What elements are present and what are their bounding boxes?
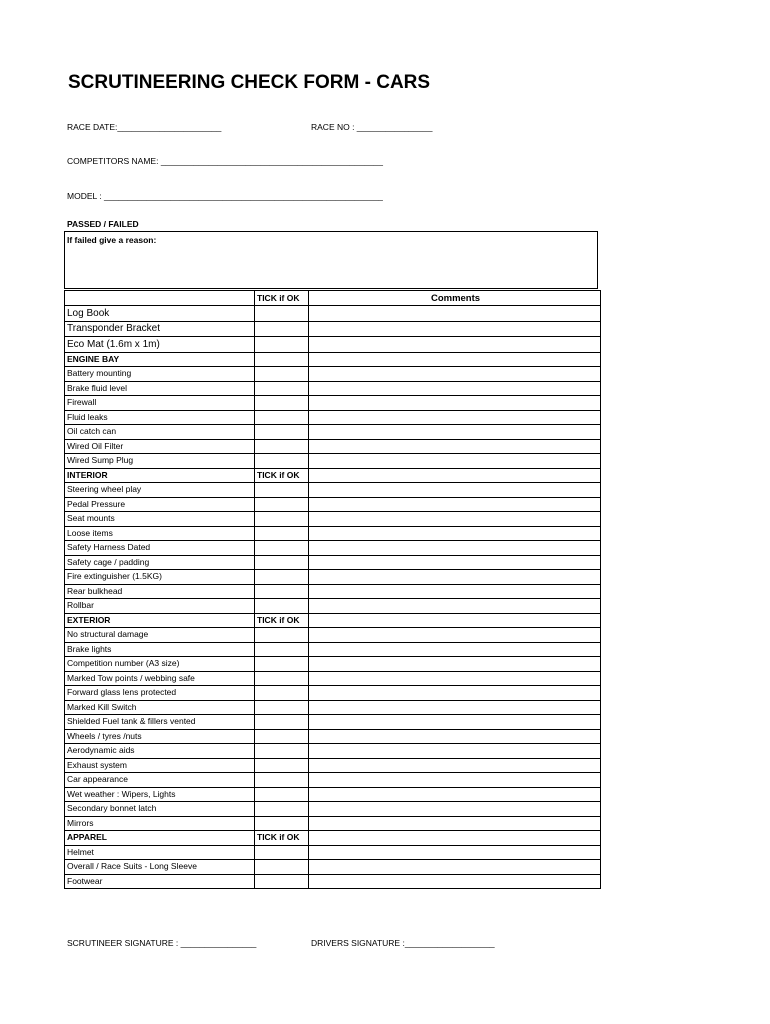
comments-header: Comments [309, 291, 601, 306]
checklist-item-label: Exhaust system [65, 758, 255, 773]
table-row [65, 555, 601, 570]
checklist-item-label: Forward glass lens protected [65, 686, 255, 701]
table-row [65, 744, 601, 759]
section-heading: INTERIOR [65, 468, 255, 483]
scrutineer-signature-field[interactable]: SCRUTINEER SIGNATURE : ________________ [67, 938, 257, 948]
passed-failed-label: PASSED / FAILED [67, 219, 139, 229]
model-field[interactable]: MODEL : ___________________________________________________________ [67, 191, 383, 201]
tick-cell[interactable] [255, 657, 309, 672]
table-row [65, 758, 601, 773]
section-tick-header: TICK if OK [255, 468, 309, 483]
tick-cell[interactable] [255, 686, 309, 701]
tick-cell[interactable] [255, 526, 309, 541]
tick-cell[interactable] [255, 352, 309, 367]
checklist-item-label: Battery mounting [65, 367, 255, 382]
checklist-item-label: Fire extinguisher (1.5KG) [65, 570, 255, 585]
comments-cell[interactable] [309, 671, 601, 686]
table-row [65, 642, 601, 657]
comments-cell[interactable] [309, 584, 601, 599]
table-row [65, 337, 601, 353]
checklist-item-label: Brake lights [65, 642, 255, 657]
comments-cell[interactable] [309, 497, 601, 512]
tick-cell[interactable] [255, 541, 309, 556]
tick-cell[interactable] [255, 337, 309, 353]
checklist-item-label: Brake fluid level [65, 381, 255, 396]
section-tick-header: TICK if OK [255, 831, 309, 846]
section-tick-header: TICK if OK [255, 613, 309, 628]
checklist-item-label: Pedal Pressure [65, 497, 255, 512]
checklist-item-label: Safety Harness Dated [65, 541, 255, 556]
checklist-item-label: Footwear [65, 874, 255, 889]
comments-cell[interactable] [309, 802, 601, 817]
checklist-item-label: Wired Sump Plug [65, 454, 255, 469]
tick-cell[interactable] [255, 845, 309, 860]
comments-cell[interactable] [309, 816, 601, 831]
tick-cell[interactable] [255, 454, 309, 469]
checklist-item-label: Wet weather : Wipers, Lights [65, 787, 255, 802]
comments-cell[interactable] [309, 454, 601, 469]
driver-signature-field[interactable]: DRIVERS SIGNATURE :___________________ [311, 938, 495, 948]
race-number-field[interactable]: RACE NO : ________________ [311, 122, 433, 132]
comments-cell[interactable] [309, 468, 601, 483]
table-row [65, 599, 601, 614]
checklist-item-label: Marked Kill Switch [65, 700, 255, 715]
section-heading: EXTERIOR [65, 613, 255, 628]
section-heading: APPAREL [65, 831, 255, 846]
tick-cell[interactable] [255, 483, 309, 498]
header-item-cell [65, 291, 255, 306]
table-row [65, 729, 601, 744]
checklist-item-label: Fluid leaks [65, 410, 255, 425]
checklist-item-label: Safety cage / padding [65, 555, 255, 570]
comments-cell[interactable] [309, 874, 601, 889]
checklist-item-label: Competition number (A3 size) [65, 657, 255, 672]
tick-cell[interactable] [255, 497, 309, 512]
form-title: SCRUTINEERING CHECK FORM - CARS [68, 72, 431, 93]
tick-cell[interactable] [255, 744, 309, 759]
comments-cell[interactable] [309, 439, 601, 454]
checklist-item-label: Oil catch can [65, 425, 255, 440]
comments-cell[interactable] [309, 773, 601, 788]
table-row [65, 686, 601, 701]
tick-cell[interactable] [255, 570, 309, 585]
table-row [65, 787, 601, 802]
table-row [65, 526, 601, 541]
tick-cell[interactable] [255, 425, 309, 440]
checklist-item-label: Log Book [65, 306, 255, 322]
comments-cell[interactable] [309, 686, 601, 701]
table-row [65, 541, 601, 556]
table-row [65, 381, 601, 396]
comments-cell[interactable] [309, 512, 601, 527]
checklist-item-label: Car appearance [65, 773, 255, 788]
checklist-item-label: Steering wheel play [65, 483, 255, 498]
section-header-row [65, 468, 601, 483]
table-row [65, 860, 601, 875]
comments-cell[interactable] [309, 541, 601, 556]
comments-cell[interactable] [309, 744, 601, 759]
table-row [65, 570, 601, 585]
checklist-item-label: No structural damage [65, 628, 255, 643]
table-row [65, 497, 601, 512]
checklist-item-label: Wheels / tyres /nuts [65, 729, 255, 744]
competitors-name-field[interactable]: COMPETITORS NAME: _______________________________________________ [67, 156, 384, 166]
comments-cell[interactable] [309, 526, 601, 541]
comments-cell[interactable] [309, 381, 601, 396]
checklist-item-label: Rollbar [65, 599, 255, 614]
checklist-item-label: Marked Tow points / webbing safe [65, 671, 255, 686]
comments-cell[interactable] [309, 306, 601, 322]
table-row [65, 715, 601, 730]
table-row [65, 425, 601, 440]
comments-cell[interactable] [309, 321, 601, 337]
comments-cell[interactable] [309, 642, 601, 657]
comments-cell[interactable] [309, 367, 601, 382]
comments-cell[interactable] [309, 845, 601, 860]
table-row [65, 816, 601, 831]
tick-cell[interactable] [255, 715, 309, 730]
comments-cell[interactable] [309, 555, 601, 570]
comments-cell[interactable] [309, 657, 601, 672]
tick-cell[interactable] [255, 700, 309, 715]
comments-cell[interactable] [309, 337, 601, 353]
failure-reason-label: If failed give a reason: [67, 235, 157, 245]
checklist-item-label: Transponder Bracket [65, 321, 255, 337]
tick-cell[interactable] [255, 512, 309, 527]
section-heading: ENGINE BAY [65, 352, 255, 367]
checklist-item-label: Firewall [65, 396, 255, 411]
checklist-item-label: Eco Mat (1.6m x 1m) [65, 337, 255, 353]
comments-cell[interactable] [309, 483, 601, 498]
table-row [65, 584, 601, 599]
table-row [65, 773, 601, 788]
table-row [65, 483, 601, 498]
checklist-table [64, 290, 601, 889]
tick-cell[interactable] [255, 584, 309, 599]
tick-cell[interactable] [255, 642, 309, 657]
table-row [65, 671, 601, 686]
tick-cell[interactable] [255, 860, 309, 875]
tick-cell[interactable] [255, 410, 309, 425]
section-header-row [65, 613, 601, 628]
section-header-row [65, 831, 601, 846]
table-row [65, 439, 601, 454]
tick-cell[interactable] [255, 729, 309, 744]
comments-cell[interactable] [309, 729, 601, 744]
tick-cell[interactable] [255, 874, 309, 889]
comments-cell[interactable] [309, 352, 601, 367]
comments-cell[interactable] [309, 787, 601, 802]
checklist-item-label: Seat mounts [65, 512, 255, 527]
table-row [65, 454, 601, 469]
tick-cell[interactable] [255, 321, 309, 337]
checklist-item-label: Mirrors [65, 816, 255, 831]
table-row [65, 367, 601, 382]
table-row [65, 306, 601, 322]
tick-cell[interactable] [255, 816, 309, 831]
checklist-item-label: Aerodynamic aids [65, 744, 255, 759]
tick-cell[interactable] [255, 773, 309, 788]
race-date-field[interactable]: RACE DATE:______________________ [67, 122, 222, 132]
checklist-item-label: Rear bulkhead [65, 584, 255, 599]
tick-cell[interactable] [255, 787, 309, 802]
tick-cell[interactable] [255, 671, 309, 686]
comments-cell[interactable] [309, 396, 601, 411]
tick-cell[interactable] [255, 381, 309, 396]
comments-cell[interactable] [309, 599, 601, 614]
checklist-item-label: Overall / Race Suits - Long Sleeve [65, 860, 255, 875]
comments-cell[interactable] [309, 758, 601, 773]
failure-reason-box[interactable] [64, 231, 598, 289]
table-row [65, 845, 601, 860]
table-row [65, 874, 601, 889]
comments-cell[interactable] [309, 831, 601, 846]
table-row [65, 802, 601, 817]
tick-cell[interactable] [255, 555, 309, 570]
comments-cell[interactable] [309, 628, 601, 643]
checklist-item-label: Loose items [65, 526, 255, 541]
table-row [65, 700, 601, 715]
comments-cell[interactable] [309, 715, 601, 730]
table-row [65, 396, 601, 411]
tick-header: TICK if OK [255, 291, 309, 306]
tick-cell[interactable] [255, 439, 309, 454]
table-row [65, 321, 601, 337]
tick-cell[interactable] [255, 628, 309, 643]
checklist-item-label: Helmet [65, 845, 255, 860]
tick-cell[interactable] [255, 367, 309, 382]
tick-cell[interactable] [255, 802, 309, 817]
comments-cell[interactable] [309, 613, 601, 628]
comments-cell[interactable] [309, 700, 601, 715]
tick-cell[interactable] [255, 396, 309, 411]
table-row [65, 512, 601, 527]
checklist-item-label: Secondary bonnet latch [65, 802, 255, 817]
checklist-item-label: Wired Oil Filter [65, 439, 255, 454]
checklist-item-label: Shielded Fuel tank & fillers vented [65, 715, 255, 730]
table-row [65, 657, 601, 672]
table-row [65, 410, 601, 425]
section-header-row [65, 352, 601, 367]
tick-cell[interactable] [255, 599, 309, 614]
comments-cell[interactable] [309, 570, 601, 585]
table-row [65, 628, 601, 643]
table-header-row [65, 291, 601, 306]
comments-cell[interactable] [309, 860, 601, 875]
tick-cell[interactable] [255, 758, 309, 773]
comments-cell[interactable] [309, 410, 601, 425]
tick-cell[interactable] [255, 306, 309, 322]
comments-cell[interactable] [309, 425, 601, 440]
